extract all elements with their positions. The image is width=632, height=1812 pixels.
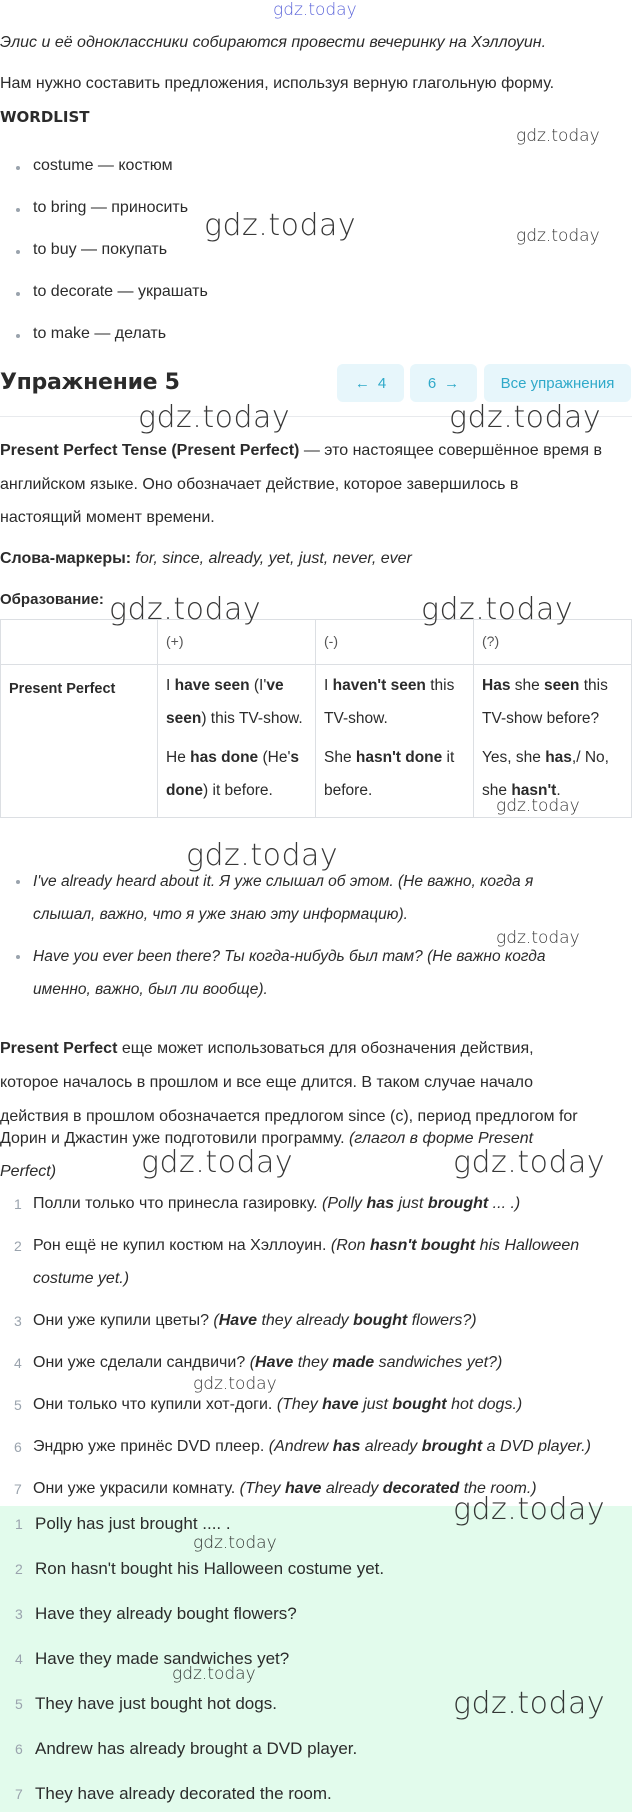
task-en: (Andrew has already brought a DVD player.) xyxy=(268,1438,591,1455)
task-en: (They have just bought hot dogs.) xyxy=(276,1396,523,1413)
watermark: gdz.today xyxy=(193,1374,277,1394)
task-number: 7 xyxy=(14,1481,22,1497)
theory-term: Present Perfect Tense (Present Perfect) xyxy=(0,442,300,459)
table-row xyxy=(1,665,632,818)
task-number: 6 xyxy=(14,1439,22,1455)
task-number: 4 xyxy=(14,1355,22,1371)
watermark: gdz.today xyxy=(204,208,357,243)
arrow-left-icon: ← xyxy=(354,374,370,392)
markers-list: for, since, already, yet, just, never, ever xyxy=(131,550,412,567)
task-ru: Эндрю уже принёс DVD плеер. xyxy=(33,1438,265,1455)
bullet-icon xyxy=(16,334,20,338)
bullet-icon xyxy=(16,166,20,170)
task-number: 5 xyxy=(14,1397,22,1413)
task-item-continuation: costume yet.) xyxy=(33,1270,130,1287)
task-ru: Они только что купили хот-доги. xyxy=(33,1396,273,1413)
task-hint: (глагол в форме Present xyxy=(344,1130,534,1147)
watermark: gdz.today xyxy=(138,400,291,435)
example-2-line2: именно, важно, был ли вообще). xyxy=(33,981,268,998)
watermark: gdz.today xyxy=(193,1533,277,1553)
table-header: (+) xyxy=(158,620,316,665)
task-item xyxy=(33,1312,477,1330)
example-1-line2: слышал, важно, что я уже знаю эту информацию). xyxy=(33,906,408,923)
task-number: 2 xyxy=(14,1238,22,1254)
table-header: (?) xyxy=(474,620,632,665)
task-en: (Polly has just brought ... .) xyxy=(321,1195,521,1212)
bullet-icon xyxy=(16,250,20,254)
arrow-right-icon: → xyxy=(444,374,460,392)
theory-p1-line2: английском языке. Оно обозначает действие, которое завершилось в xyxy=(0,476,519,493)
theory-p1-line1 xyxy=(0,434,602,468)
all-exercises-button[interactable]: Все упражнения xyxy=(484,364,631,402)
table-cell-positive: I have seen (I've seen) this TV-show. He has done (He's done) it before. xyxy=(158,665,316,818)
exercise-title: Упражнение 5 xyxy=(0,370,180,395)
watermark: gdz.today xyxy=(186,838,339,873)
continuation-line5: Perfect) xyxy=(0,1163,57,1180)
watermark: gdz.today xyxy=(141,1145,294,1180)
watermark: gdz.today xyxy=(453,1492,606,1527)
answer-item: Have they already bought flowers? xyxy=(35,1604,297,1623)
example-1-line1: I've already heard about it. Я уже слышал об этом. (Не важно, когда я xyxy=(33,873,534,890)
list-item: to make — делать xyxy=(33,325,167,342)
watermark: gdz.today xyxy=(421,592,574,627)
table-header: (-) xyxy=(316,620,474,665)
answers-panel xyxy=(0,1506,632,1812)
continuation-line1 xyxy=(0,1032,534,1066)
bullet-icon xyxy=(16,208,20,212)
answer-item: They have already decorated the room. xyxy=(35,1784,332,1803)
answer-number: 5 xyxy=(15,1696,23,1712)
bullet-icon xyxy=(16,955,20,959)
answer-number: 1 xyxy=(15,1516,23,1532)
answer-item: Have they made sandwiches yet? xyxy=(35,1649,290,1668)
answer-number: 2 xyxy=(15,1561,23,1577)
next-exercise-button[interactable] xyxy=(410,364,477,402)
theory-p1-rest: — это настоящее совершённое время в xyxy=(299,442,603,459)
intro-line-2: Нам нужно составить предложения, используя верную глагольную форму. xyxy=(0,75,555,92)
answer-number: 3 xyxy=(15,1606,23,1622)
table-cell-negative: I haven't seen this TV-show. She hasn't done it before. xyxy=(316,665,474,818)
task-ru: Они уже сделали сандвичи? xyxy=(33,1354,246,1371)
task-item xyxy=(33,1237,579,1255)
task-item xyxy=(33,1438,591,1456)
task-number: 1 xyxy=(14,1196,22,1212)
task-item xyxy=(33,1354,502,1372)
watermark: gdz.today xyxy=(516,226,600,246)
answer-item: Ron hasn't bought his Halloween costume yet. xyxy=(35,1559,385,1578)
answer-number: 7 xyxy=(15,1786,23,1802)
task-ru: Они уже купили цветы? xyxy=(33,1312,209,1329)
prev-exercise-label: 4 xyxy=(377,374,387,392)
watermark: gdz.today xyxy=(496,796,580,816)
task-en: (Ron hasn't bought his Halloween xyxy=(330,1237,580,1254)
bullet-icon xyxy=(16,880,20,884)
markers-label: Слова-маркеры: xyxy=(0,550,132,567)
watermark: gdz.today xyxy=(172,1664,256,1684)
answer-item: They have just bought hot dogs. xyxy=(35,1694,277,1713)
prev-exercise-button[interactable] xyxy=(337,364,404,402)
formation-table xyxy=(0,619,632,818)
list-item: costume — костюм xyxy=(33,157,173,174)
table-cell-question: Has she seen this TV-show before? Yes, she has,/ No, she hasn't. xyxy=(474,665,632,818)
task-item xyxy=(33,1396,522,1414)
watermark: gdz.today xyxy=(449,400,602,435)
task-instruction: Дорин и Джастин уже подготовили программу. xyxy=(0,1130,345,1147)
watermark: gdz.today xyxy=(496,928,580,948)
watermark: gdz.today xyxy=(453,1145,606,1180)
watermark-top: gdz.today xyxy=(273,0,357,20)
watermark: gdz.today xyxy=(516,126,600,146)
task-item xyxy=(33,1195,520,1213)
continuation-line2: которое началось в прошлом и все еще длится. В таком случае начало xyxy=(0,1074,534,1091)
task-ru: Рон ещё не купил костюм на Хэллоуин. xyxy=(33,1237,327,1254)
example-2-line1: Have you ever been there? Ты когда-нибудь был там? (Не важно когда xyxy=(33,948,546,965)
wordlist-title: WORDLIST xyxy=(0,108,90,126)
continuation-line3: действия в прошлом обозначается предлогом since (с), период предлогом for xyxy=(0,1108,578,1125)
task-number: 3 xyxy=(14,1313,22,1329)
list-item: to bring — приносить xyxy=(33,199,189,216)
task-en: (Have they already bought flowers?) xyxy=(213,1312,477,1329)
list-item: to buy — покупать xyxy=(33,241,168,258)
watermark: gdz.today xyxy=(109,592,262,627)
continuation-line1-rest: еще может использоваться для обозначения действия, xyxy=(117,1040,534,1057)
answer-number: 6 xyxy=(15,1741,23,1757)
intro-line-1: Элис и её одноклассники собираются провести вечеринку на Хэллоуин. xyxy=(0,34,547,51)
list-item: to decorate — украшать xyxy=(33,283,208,300)
task-ru: Они уже украсили комнату. xyxy=(33,1480,236,1497)
table-row-label: Present Perfect xyxy=(1,665,158,818)
task-en: (They have already decorated the room.) xyxy=(239,1480,537,1497)
markers-line xyxy=(0,542,412,576)
next-exercise-label: 6 xyxy=(427,374,437,392)
bullet-icon xyxy=(16,292,20,296)
answer-item: Andrew has already brought a DVD player. xyxy=(35,1739,358,1758)
task-ru: Полли только что принесла газировку. xyxy=(33,1195,318,1212)
answer-item: Polly has just brought .... . xyxy=(35,1514,231,1533)
task-en: (Have they made sandwiches yet?) xyxy=(249,1354,503,1371)
formation-label: Образование: xyxy=(0,591,104,608)
watermark: gdz.today xyxy=(453,1686,606,1721)
continuation-term: Present Perfect xyxy=(0,1040,118,1057)
answer-number: 4 xyxy=(15,1651,23,1667)
theory-p1-line3: настоящий момент времени. xyxy=(0,509,215,526)
